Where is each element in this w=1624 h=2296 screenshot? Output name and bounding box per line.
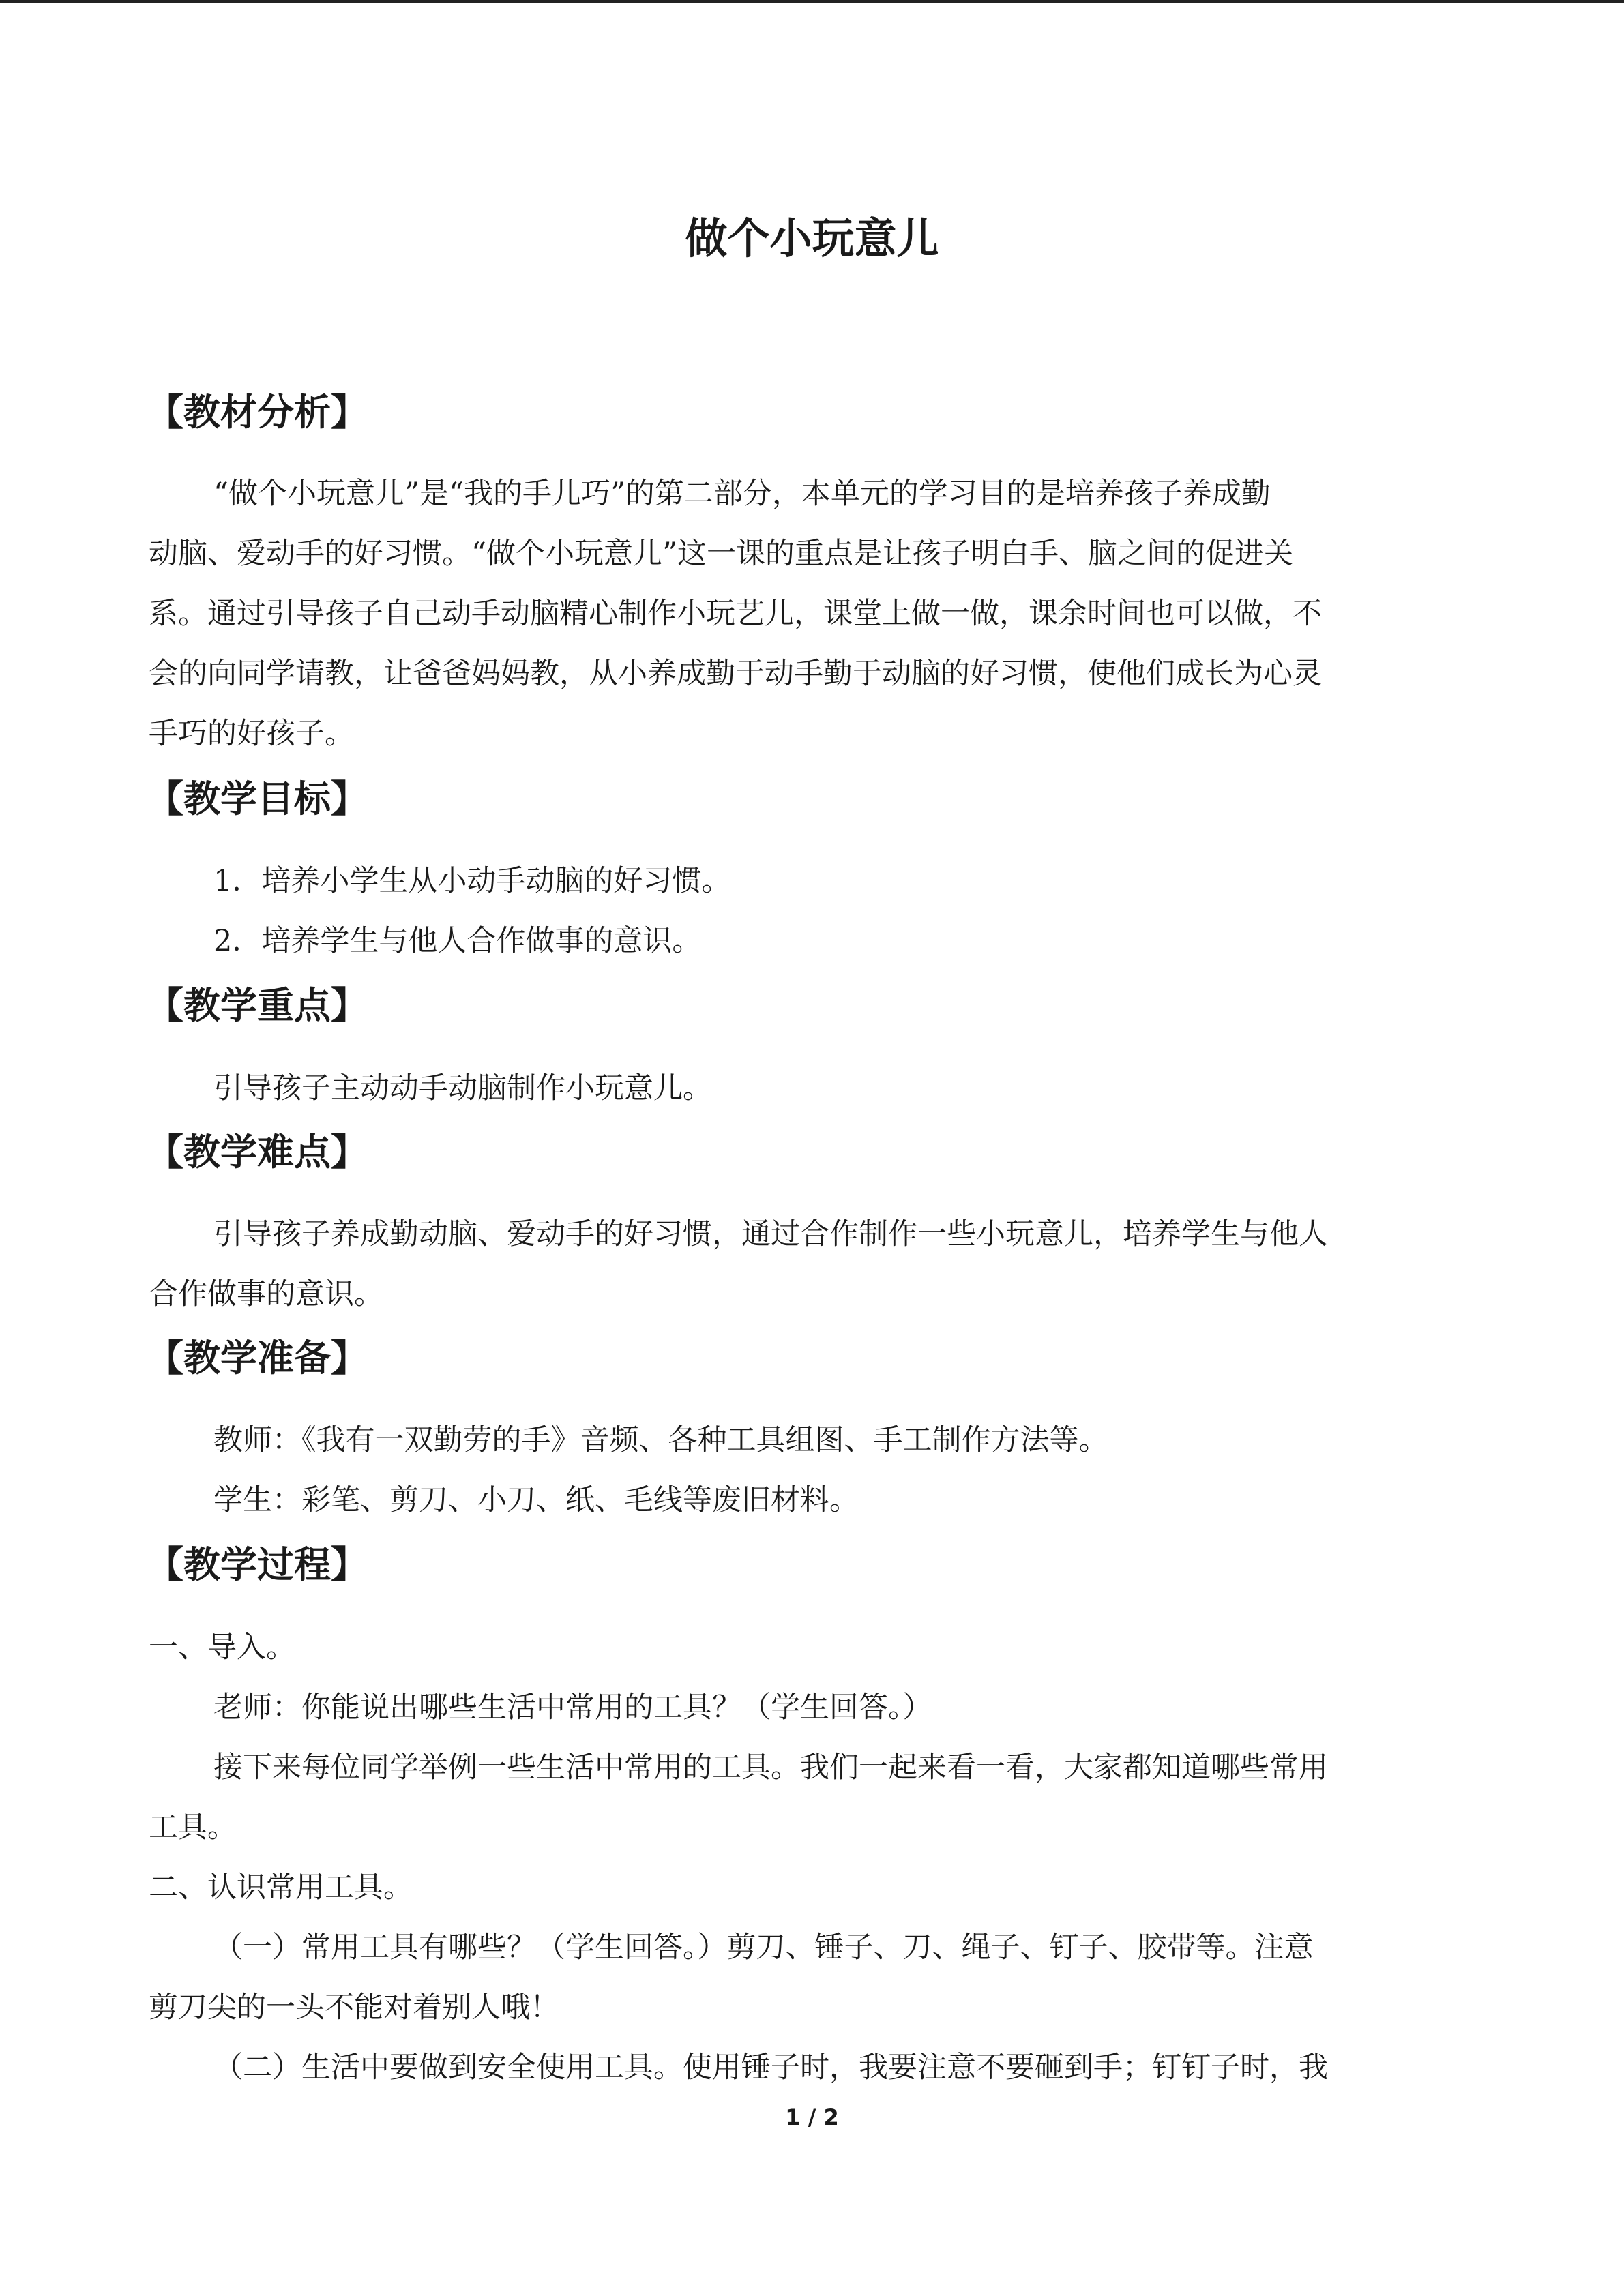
section-heading-key-points: 【教学重点】 xyxy=(147,984,368,1027)
analysis-line: 会的向同学请教，让爸爸妈妈教，从小养成勤于动手勤于动脑的好习惯，使他们成长为心灵 xyxy=(149,657,1322,691)
difficulty-line: 合作做事的意识。 xyxy=(149,1277,383,1311)
analysis-line: 手巧的好孩子。 xyxy=(149,717,354,751)
key-point-line: 引导孩子主动动手动脑制作小玩意儿。 xyxy=(213,1071,712,1105)
top-border-line xyxy=(0,0,1624,3)
preparation-line: 学生：彩笔、剪刀、小刀、纸、毛线等废旧材料。 xyxy=(213,1483,859,1517)
process-line: 一、导入。 xyxy=(149,1630,295,1665)
goal-item: 1．培养小学生从小动手动脑的好习惯。 xyxy=(213,864,731,898)
process-line: 老师：你能说出哪些生活中常用的工具？（学生回答。） xyxy=(213,1690,932,1725)
process-line: （一）常用工具有哪些？（学生回答。）剪刀、锤子、刀、绳子、钉子、胶带等。注意 xyxy=(213,1930,1314,1965)
section-heading-process: 【教学过程】 xyxy=(147,1543,368,1586)
analysis-line: 系。通过引导孩子自己动手动脑精心制作小玩艺儿，课堂上做一做，课余时间也可以做，不 xyxy=(149,597,1322,631)
section-heading-difficulties: 【教学难点】 xyxy=(147,1131,368,1174)
analysis-line: 动脑、爱动手的好习惯。“做个小玩意儿”这一课的重点是让孩子明白手、脑之间的促进关 xyxy=(149,537,1293,571)
goal-item: 2．培养学生与他人合作做事的意识。 xyxy=(213,924,702,958)
section-heading-goals: 【教学目标】 xyxy=(147,777,368,820)
process-line: （二）生活中要做到安全使用工具。使用锤子时，我要注意不要砸到手；钉钉子时，我 xyxy=(213,2051,1328,2085)
page-number: 1 / 2 xyxy=(785,2104,839,2130)
process-line: 工具。 xyxy=(149,1810,237,1845)
difficulty-line: 引导孩子养成勤动脑、爱动手的好习惯，通过合作制作一些小玩意儿，培养学生与他人 xyxy=(213,1217,1328,1251)
process-line: 剪刀尖的一头不能对着别人哦！ xyxy=(149,1991,559,2025)
document-title: 做个小玩意儿 xyxy=(685,213,939,263)
analysis-line: “做个小玩意儿”是“我的手儿巧”的第二部分，本单元的学习目的是培养孩子养成勤 xyxy=(213,477,1271,511)
process-line: 接下来每位同学举例一些生活中常用的工具。我们一起来看一看，大家都知道哪些常用 xyxy=(213,1750,1328,1785)
section-heading-preparation: 【教学准备】 xyxy=(147,1337,368,1380)
section-heading-analysis: 【教材分析】 xyxy=(147,391,368,434)
preparation-line: 教师：《我有一双勤劳的手》音频、各种工具组图、手工制作方法等。 xyxy=(213,1423,1108,1457)
process-line: 二、认识常用工具。 xyxy=(149,1870,413,1905)
